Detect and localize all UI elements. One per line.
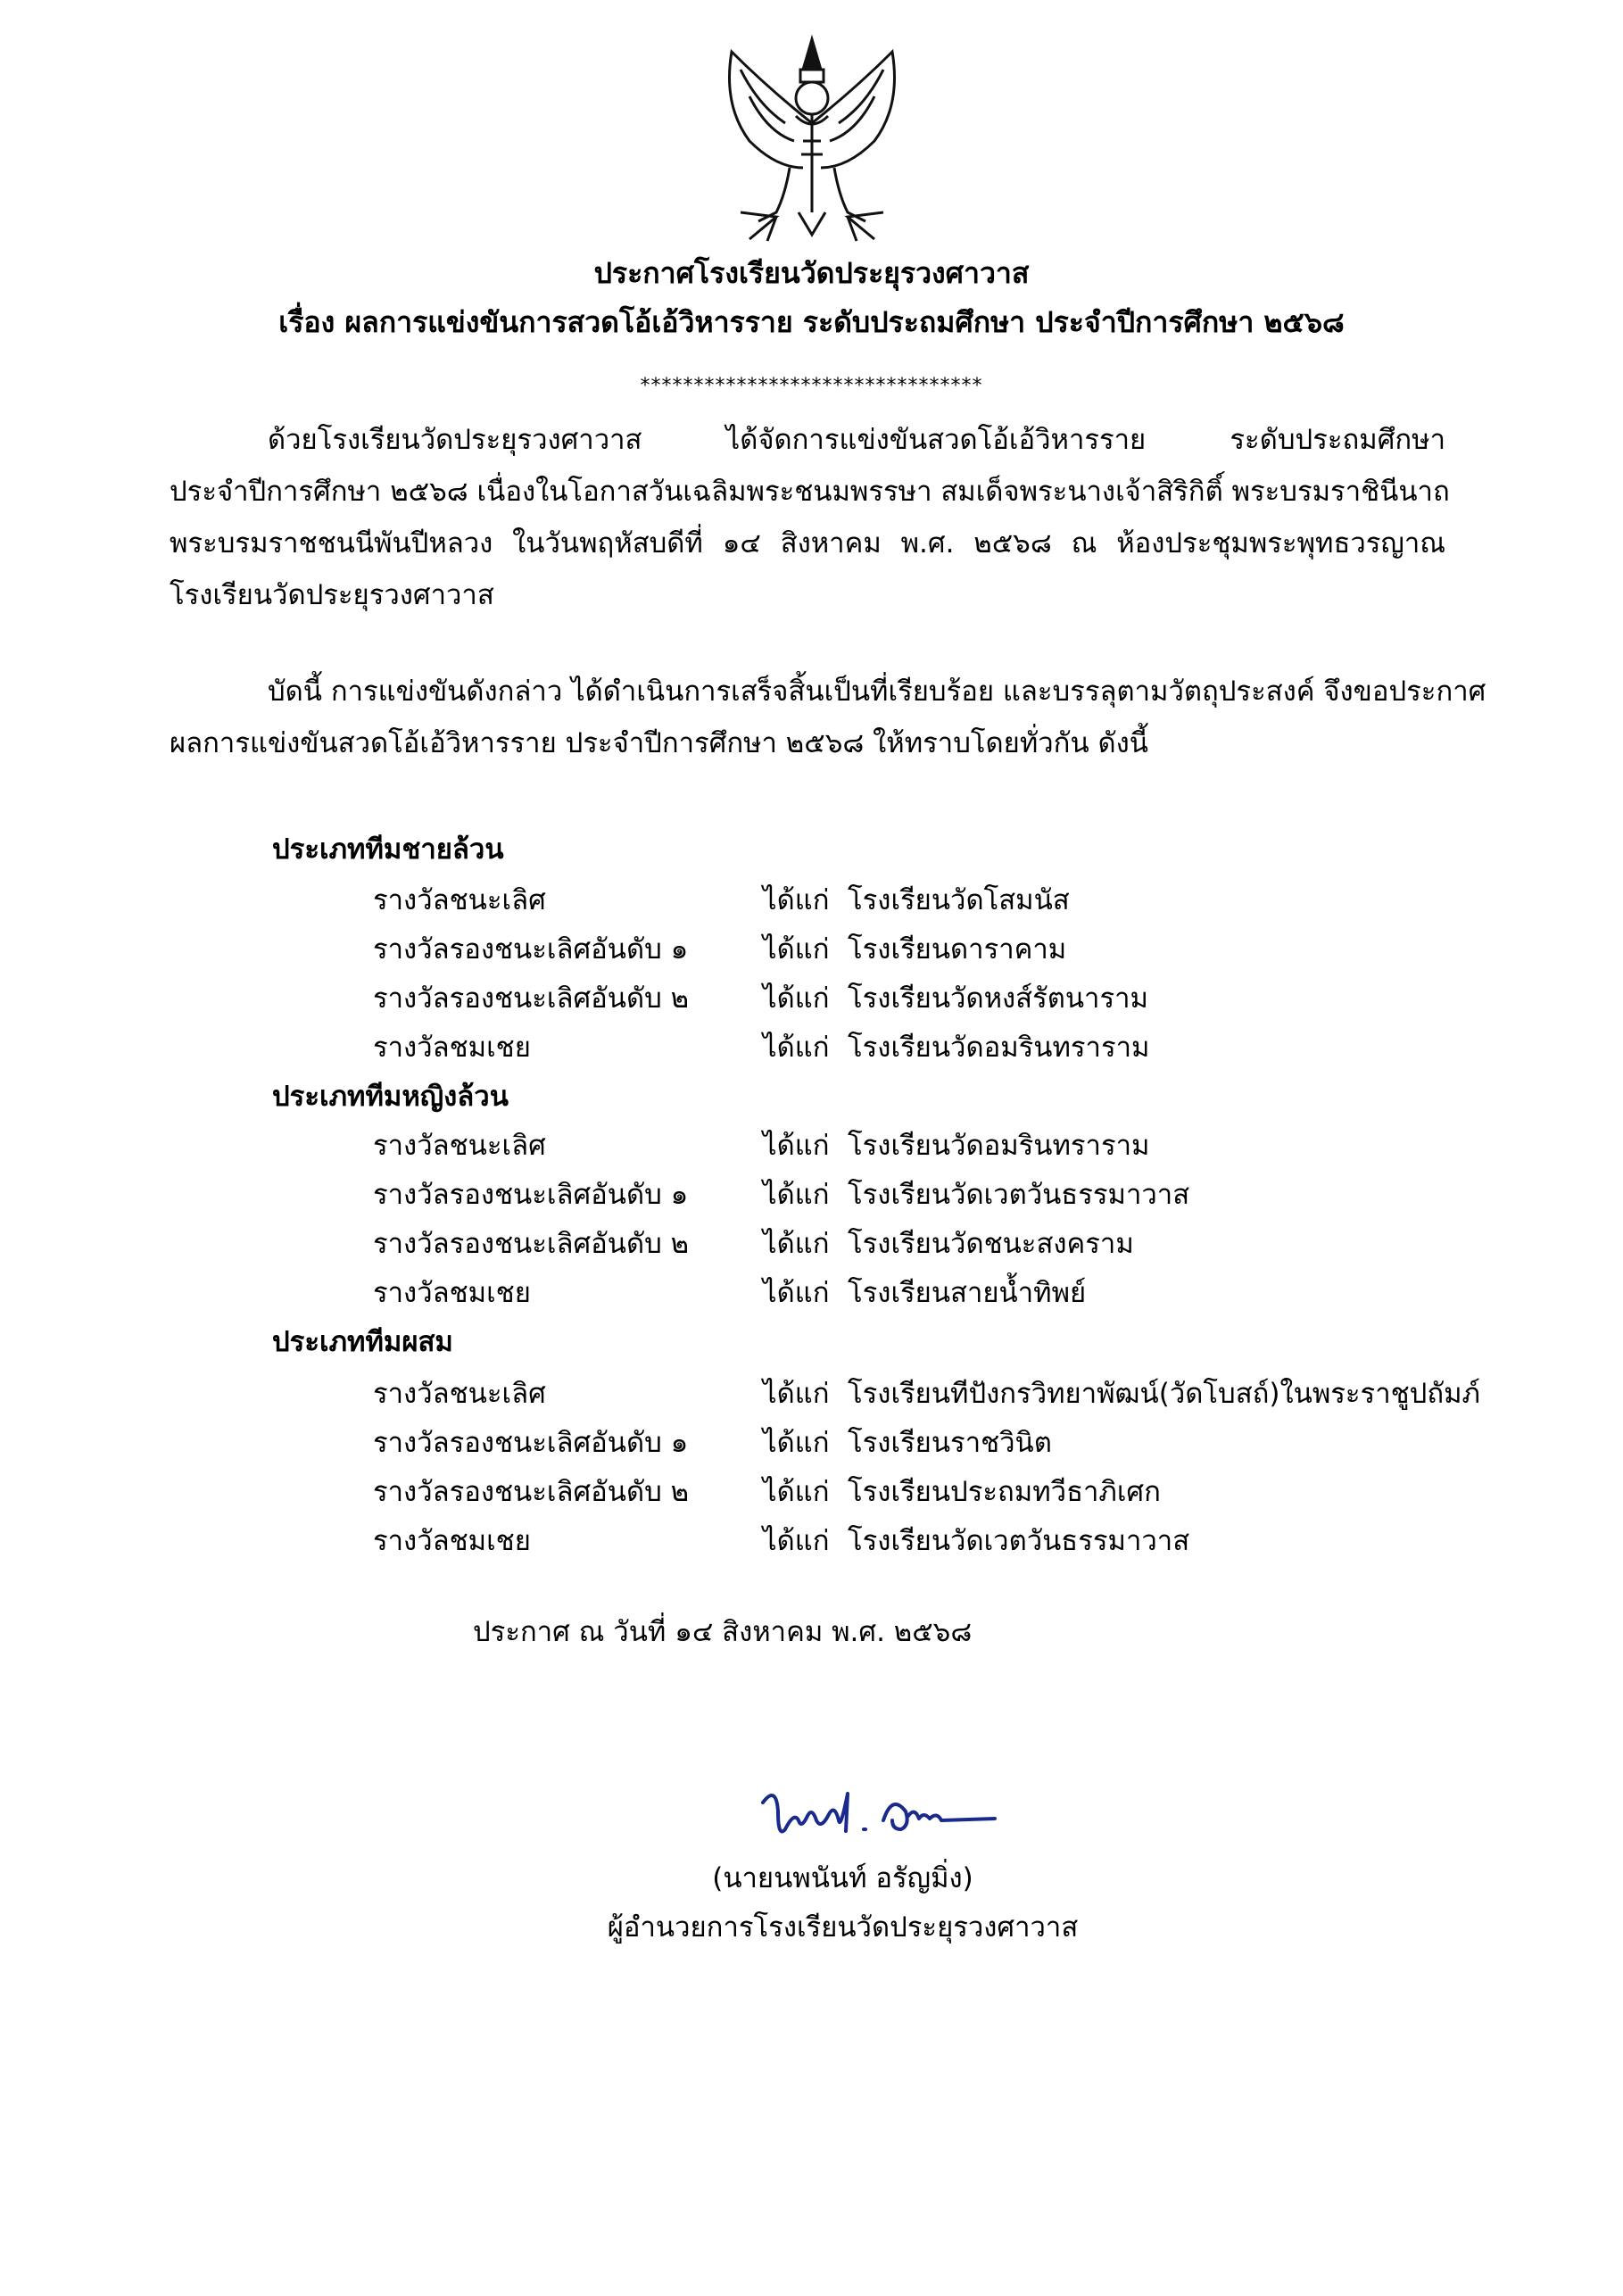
award-winner <box>763 877 1070 922</box>
separator-stars: ******************************** <box>640 375 983 397</box>
category-heading: ประเภททีมหญิงล้วน <box>272 1081 509 1113</box>
award-name: รางวัลชมเชย <box>373 1525 531 1557</box>
category-heading: ประเภททีมผสม <box>272 1326 453 1358</box>
school-name: โรงเรียนวัดเวตวันธรรมาวาส <box>848 1179 1190 1211</box>
award-winner <box>763 1420 1052 1464</box>
school-name: โรงเรียนวัดชนะสงคราม <box>848 1228 1134 1260</box>
award-name: รางวัลชมเชย <box>373 1032 531 1064</box>
school-name: โรงเรียนสายน้ำทิพย์ <box>848 1277 1087 1309</box>
award-winner <box>763 1172 1189 1216</box>
award-winner <box>763 975 1148 1020</box>
award-name: รางวัลรองชนะเลิศอันดับ ๑ <box>373 1179 689 1211</box>
school-name: โรงเรียนราชวินิต <box>848 1427 1052 1459</box>
award-name: รางวัลรองชนะเลิศอันดับ ๒ <box>373 1228 690 1260</box>
title-line-1: ประกาศโรงเรียนวัดประยุรวงศาวาส <box>593 256 1030 290</box>
garuda-emblem-icon <box>714 34 910 248</box>
school-name: โรงเรียนวัดโสมนัส <box>848 884 1070 916</box>
school-name: โรงเรียนประถมทวีธาภิเศก <box>848 1476 1161 1508</box>
award-winner <box>763 1371 1480 1415</box>
signer-title: ผู้อำนวยการโรงเรียนวัดประยุรวงศาวาส <box>607 1911 1079 1944</box>
category-heading: ประเภททีมชายล้วน <box>272 833 504 866</box>
got-label: ได้แก่ <box>763 1032 830 1064</box>
got-label: ได้แก่ <box>763 1525 830 1557</box>
got-label: ได้แก่ <box>763 1130 830 1162</box>
got-label: ได้แก่ <box>763 1277 830 1309</box>
award-name: รางวัลชนะเลิศ <box>373 884 546 916</box>
signer-name: (นายนพนันท์ อรัญมิ่ง) <box>712 1862 973 1894</box>
title-line-2: เรื่อง ผลการแข่งขันการสวดโอ้เอ้วิหารราย ระดับประถมศึกษา ประจำปีการศึกษา ๒๕๖๘ <box>278 305 1345 339</box>
got-label: ได้แก่ <box>763 933 830 966</box>
award-name: รางวัลรองชนะเลิศอันดับ ๒ <box>373 982 690 1015</box>
paragraph-2-line-1: บัดนี้ การแข่งขันดังกล่าว ได้ดำเนินการเสร็จสิ้นเป็นที่เรียบร้อย และบรรลุตามวัตถุประสงค์ จึงขอประกาศ <box>268 676 1486 708</box>
school-name: โรงเรียนวัดอมรินทราราม <box>848 1032 1150 1064</box>
award-name: รางวัลชนะเลิศ <box>373 1378 546 1410</box>
award-name: รางวัลชมเชย <box>373 1277 531 1309</box>
got-label: ได้แก่ <box>763 884 830 916</box>
award-winner <box>763 1123 1149 1167</box>
award-winner <box>763 1518 1189 1562</box>
paragraph-1-line-2: ประจำปีการศึกษา ๒๕๖๘ เนื่องในโอกาสวันเฉลิมพระชนมพรรษา สมเด็จพระนางเจ้าสิริกิติ์ พระบรมราชินีนาถ <box>170 476 1450 508</box>
paragraph-1-line-4: โรงเรียนวัดประยุรวงศาวาส <box>170 579 494 611</box>
paragraph-2-line-2: ผลการแข่งขันสวดโอ้เอ้วิหารราย ประจำปีการศึกษา ๒๕๖๘ ให้ทราบโดยทั่วกัน ดังนี้ <box>170 727 1148 759</box>
award-name: รางวัลรองชนะเลิศอันดับ ๑ <box>373 1427 689 1459</box>
award-winner <box>763 1221 1134 1265</box>
school-name: โรงเรียนวัดหงส์รัตนาราม <box>848 982 1148 1015</box>
award-name: รางวัลรองชนะเลิศอันดับ ๒ <box>373 1476 690 1508</box>
got-label: ได้แก่ <box>763 1378 830 1410</box>
award-winner <box>763 1270 1086 1314</box>
got-label: ได้แก่ <box>763 1476 830 1508</box>
school-name: โรงเรียนทีปังกรวิทยาพัฒน์(วัดโบสถ์)ในพระราชูปถัมภ์ <box>848 1378 1480 1410</box>
got-label: ได้แก่ <box>763 1228 830 1260</box>
award-winner <box>763 1469 1161 1513</box>
signature-icon <box>758 1776 999 1856</box>
got-label: ได้แก่ <box>763 1179 830 1211</box>
school-name: โรงเรียนวัดเวตวันธรรมาวาส <box>848 1525 1190 1557</box>
award-name: รางวัลรองชนะเลิศอันดับ ๑ <box>373 933 689 966</box>
award-winner <box>763 1024 1149 1069</box>
got-label: ได้แก่ <box>763 1427 830 1459</box>
paragraph-1-line-3: พระบรมราชชนนีพันปีหลวง ในวันพฤหัสบดีที่ ๑๔ สิงหาคม พ.ศ. ๒๕๖๘ ณ ห้องประชุมพระพุทธวรญาณ <box>170 527 1445 559</box>
school-name: โรงเรียนวัดอมรินทราราม <box>848 1130 1150 1162</box>
paragraph-1-line-1: ด้วยโรงเรียนวัดประยุรวงศาวาส ได้จัดการแข่งขันสวดโอ้เอ้วิหารราย ระดับประถมศึกษา <box>268 424 1445 456</box>
got-label: ได้แก่ <box>763 982 830 1015</box>
award-winner <box>763 926 1066 971</box>
announce-date: ประกาศ ณ วันที่ ๑๔ สิงหาคม พ.ศ. ๒๕๖๘ <box>473 1616 973 1648</box>
school-name: โรงเรียนดาราคาม <box>848 933 1067 966</box>
award-name: รางวัลชนะเลิศ <box>373 1130 546 1162</box>
